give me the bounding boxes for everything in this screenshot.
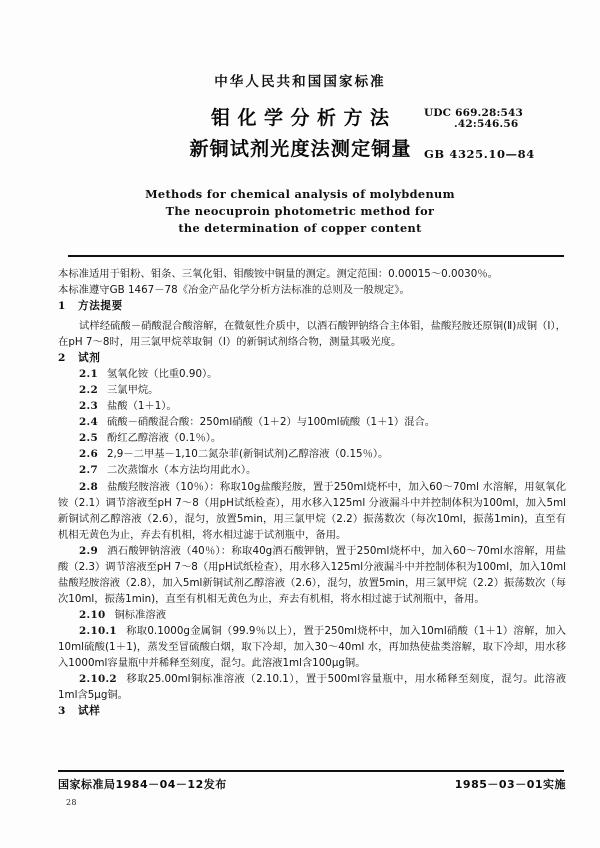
reagent-number: 2.5: [79, 432, 98, 445]
copper-standard-item-number: 2.10.1: [79, 624, 117, 637]
section-heading-2: [58, 350, 566, 366]
reagent-text: 酚红乙醇溶液（0.1％）。: [106, 432, 222, 445]
page-number: 28: [66, 798, 77, 807]
reagent-item: [58, 430, 566, 446]
reagent-number: 2.9: [79, 544, 98, 557]
document-body: [58, 266, 566, 719]
reagent-item: [58, 462, 566, 478]
reagent-text: 氢氧化铵（比重0.90）。: [106, 368, 218, 381]
section-3-title: 试样: [78, 705, 101, 718]
section-3-number: 3: [58, 705, 66, 718]
footer: [58, 776, 566, 792]
reagent-number: 2.1: [79, 368, 98, 381]
udc-code-line-2: .42:546.56: [454, 118, 519, 131]
english-title-line-1: Methods for chemical analysis of molybdenum: [145, 187, 455, 201]
reagent-item: [58, 543, 566, 607]
reagent-text: 2,9－二甲基－1,10二氮杂菲(新铜试剂)乙醇溶液（0.15％）。: [106, 448, 389, 461]
section-heading-3: [58, 703, 566, 719]
copper-standard-item-text: 称取0.1000g金属铜（99.9％以上），置于250ml烧杯中，加入10ml硝酸（1＋1）溶解，加入10ml硫酸(1＋1)，蒸发至冒硫酸白烟，取下冷却，加入30～40ml 水，再加热使盐类溶解，取下冷却，用水移入1000ml容量瓶中并稀释至刻度，混匀。此溶液1ml含100μg铜。: [58, 624, 566, 670]
footer-divider-rule: [58, 770, 564, 772]
reagent-text: 盐酸羟胺溶液（10％）：称取10g盐酸羟胺，置于250ml烧杯中，加入60～70ml 水溶解，用氨氧化铵（2.1）调节溶液至pH 7～8（用pH试纸检查），用水移入125ml 分液漏斗中并控制体积为100ml，加入5ml新铜试剂乙醇溶液（2.6），混匀，放置5min，用三氯甲烷（2.2）振荡数次（每次10ml，振荡1min)，直至有机相无黄色为止，弃去有机相，将水相过滤于试剂瓶中，备用。: [58, 480, 567, 541]
reagent-number: 2.3: [79, 400, 98, 413]
section-2-title: 试剂: [78, 352, 101, 365]
section-heading-1: [58, 298, 566, 314]
reagent-item: [58, 414, 566, 430]
section-1-title: 方法提要: [78, 300, 123, 313]
english-title-line-2: The neocuproin photometric method for: [165, 204, 435, 218]
reagent-text: 硫酸－硝酸混合酸：250ml硝酸（1＋2）与100ml硫酸（1＋1）混合。: [106, 416, 436, 429]
copper-standard-item-number: 2.10.2: [79, 673, 117, 686]
section-2-number: 2: [58, 352, 66, 365]
reagent-text: 二次蒸馏水（本方法均用此水）。: [106, 464, 257, 477]
udc-code-line-1: UDC 669.28:543: [424, 107, 524, 119]
copper-standard-item-text: 移取25.00ml铜标准溶液（2.10.1），置于500ml容量瓶中，用水稀释至刻度，混匀。此溶液1ml含5μg铜。: [58, 673, 566, 702]
reagent-item: [58, 366, 566, 382]
reagent-number: 2.6: [79, 448, 98, 461]
reagent-item: [58, 446, 566, 462]
nation-header: 中华人民共和国国家标准: [214, 74, 386, 90]
section-1-number: 1: [58, 300, 66, 313]
scope-line-1: 本标准适用于钼粉、钼条、三氧化钼、钼酸铵中铜量的测定。测定范围：0.00015～0.0030％。: [58, 268, 498, 280]
scope-line-2: 本标准遵守GB 1467－78《冶金产品化学分析方法标准的总则及一般规定》。: [58, 284, 410, 297]
page-title: 钼化学分析方法: [210, 106, 397, 129]
copper-standard-item: [58, 623, 566, 671]
header-divider-rule: [68, 255, 564, 257]
reagent-number: 2.8: [79, 480, 98, 493]
reagent-text: 三氯甲烷。: [106, 384, 159, 397]
copper-standard-item: [58, 671, 566, 703]
footer-effective-date: 1985－03－01实施: [454, 778, 566, 791]
reagent-item: [58, 382, 566, 398]
copper-standard-title: 铜标准溶液: [114, 608, 166, 621]
reagent-number: 2.4: [79, 416, 98, 429]
english-title-line-3: the determination of copper content: [178, 221, 422, 235]
reagent-text: 盐酸（1＋1）。: [106, 400, 177, 413]
footer-issue-date: 国家标准局1984－04－12发布: [58, 778, 227, 791]
reagent-text: 酒石酸钾钠溶液（40％）：称取40g酒石酸钾钠，置于250ml烧杯中，加入60～70ml水溶解，用盐酸（2.3）调节溶液至pH 7～8（用pH试纸检查），用水移入125ml分液漏斗中并控制体积为100ml，加入10ml盐酸羟胺溶液（2.8），加入5ml新铜试剂乙醇溶液（2.6），混匀，放置5min，用三氯甲烷（2.2）振荡数次（每次10ml，振荡1min)，直至有机相无黄色为止，弃去有机相，将水相过滤于试剂瓶中，备用。: [58, 544, 566, 605]
standard-codes: [424, 108, 574, 161]
copper-standard-number: 2.10: [79, 608, 106, 621]
reagent-item: [58, 479, 566, 543]
page-subtitle: 新铜试剂光度法测定铜量: [189, 137, 412, 160]
reagent-number: 2.2: [79, 384, 98, 397]
section-1-body: 试样经硫酸－硝酸混合酸溶解，在微氨性介质中，以酒石酸钾钠络合主体钼，盐酸羟胺还原铜(Ⅱ)成铜（Ⅰ），在pH 7～8时，用三氯甲烷萃取铜（Ⅰ）的新铜试剂络合物，测量其吸光度。: [58, 320, 566, 349]
reagent-item: [58, 398, 566, 414]
copper-standard-heading: [58, 607, 566, 623]
gb-standard-number: GB 4325.10—84: [424, 147, 535, 162]
reagent-number: 2.7: [79, 464, 98, 477]
english-title-block: [0, 186, 600, 237]
